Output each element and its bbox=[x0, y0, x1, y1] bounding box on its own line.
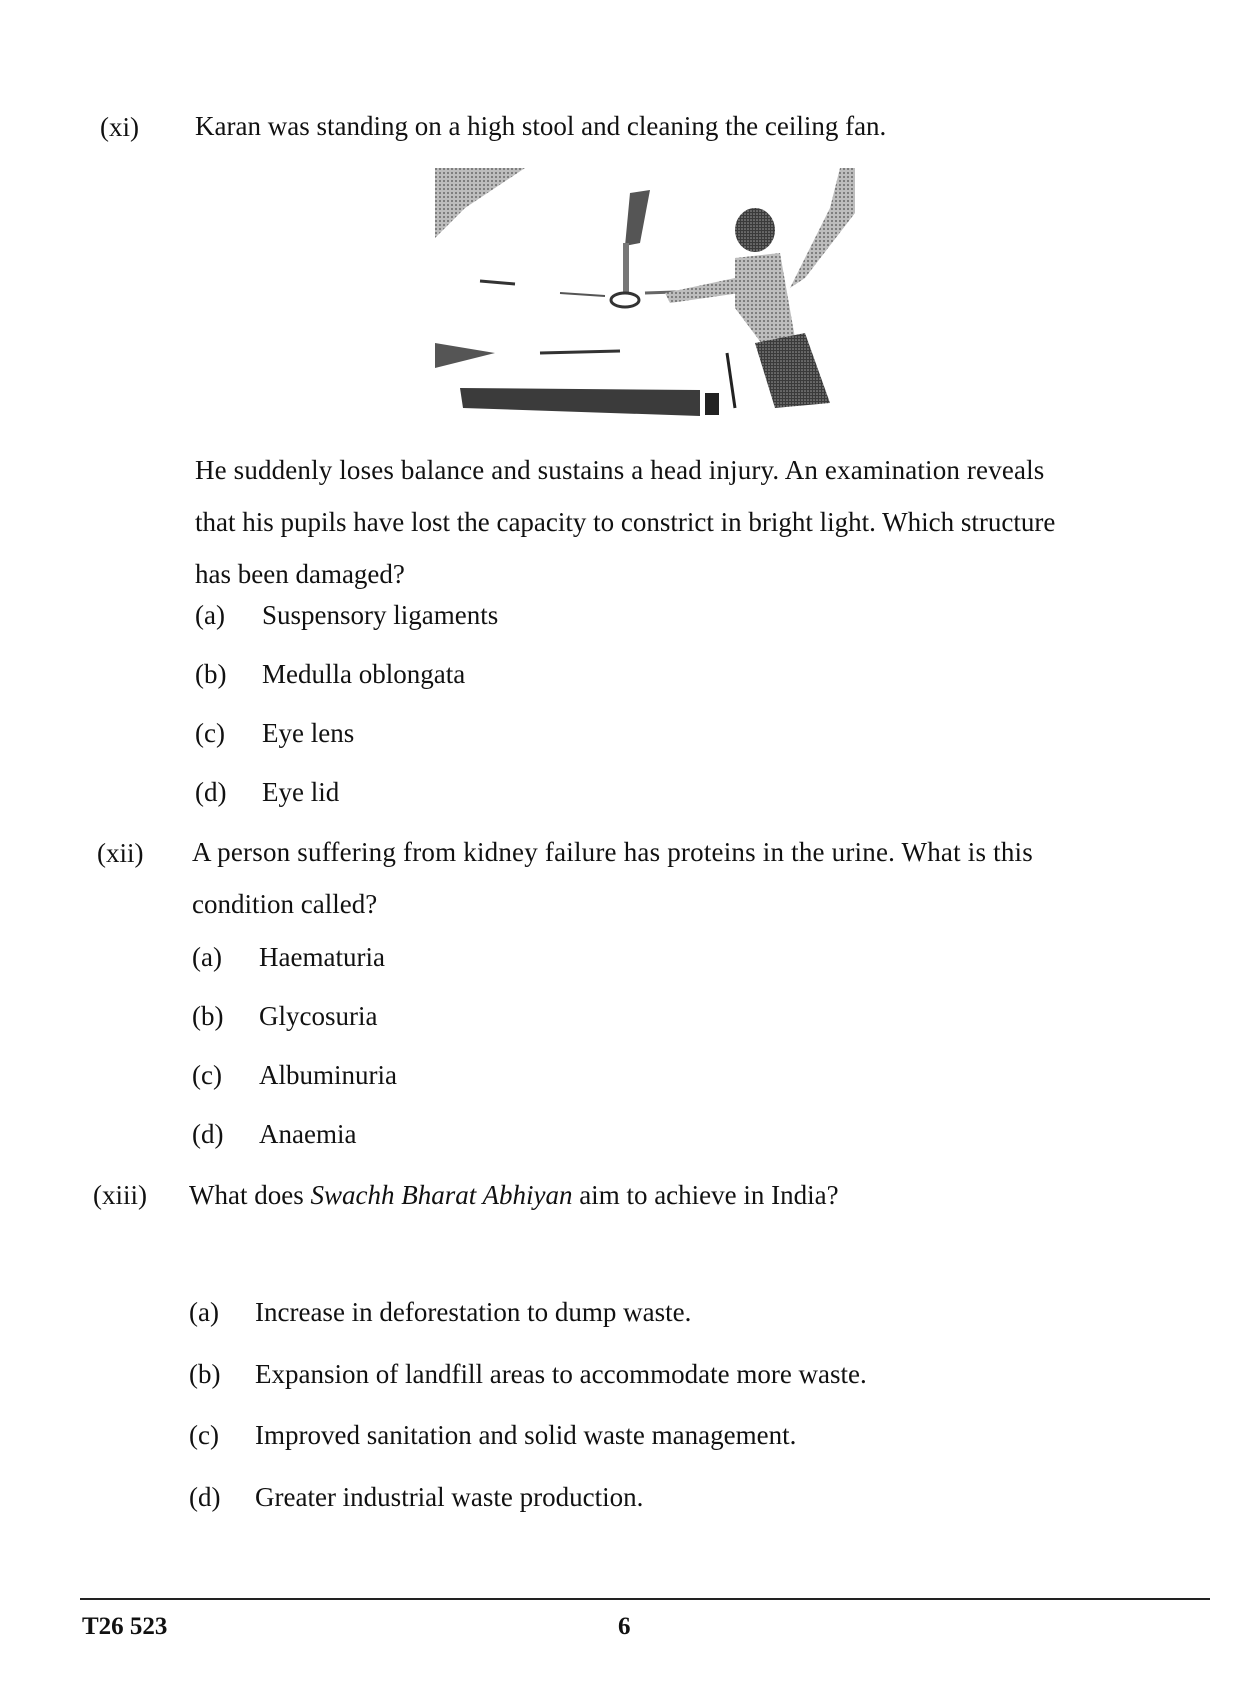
option-label: (d) bbox=[195, 777, 227, 807]
stem-line: condition called? bbox=[192, 889, 378, 919]
question-number-xiii: (xiii) bbox=[93, 1180, 147, 1210]
stem-line: that his pupils have lost the capacity to constrict in bright light. Which structure bbox=[195, 507, 1056, 537]
option-text: Eye lid bbox=[262, 777, 340, 807]
person-head bbox=[735, 208, 775, 252]
fan-blade bbox=[625, 190, 650, 246]
stem-line: He suddenly loses balance and sustains a head injury. An examination reveals bbox=[195, 455, 1045, 485]
option-text: Glycosuria bbox=[259, 1001, 378, 1031]
option-label: (c) bbox=[192, 1060, 222, 1090]
stem-line: A person suffering from kidney failure has proteins in the urine. What is this bbox=[192, 837, 1033, 867]
question-number-xii: (xii) bbox=[97, 838, 144, 868]
ceiling-shade bbox=[435, 168, 525, 238]
page-number: 6 bbox=[618, 1613, 631, 1640]
option-text: Albuminuria bbox=[259, 1060, 397, 1090]
option-label: (a) bbox=[195, 600, 225, 630]
option-label: (d) bbox=[192, 1119, 224, 1149]
fan-rod bbox=[623, 243, 629, 293]
stem-text: What does bbox=[189, 1180, 311, 1210]
wall-line bbox=[435, 343, 495, 368]
fan-hub bbox=[611, 293, 639, 307]
option-text: Expansion of landfill areas to accommodate more waste. bbox=[255, 1359, 867, 1389]
option-label: (d) bbox=[189, 1482, 221, 1512]
question-xi-intro: Karan was standing on a high stool and cleaning the ceiling fan. bbox=[195, 111, 887, 141]
ceiling-fan-illustration bbox=[435, 168, 855, 436]
option-text: Medulla oblongata bbox=[262, 659, 466, 689]
person-body bbox=[735, 253, 795, 348]
question-xi-stem bbox=[195, 444, 1105, 600]
option-label: (c) bbox=[189, 1420, 219, 1450]
option-label: (b) bbox=[195, 659, 227, 689]
question-xiii-stem bbox=[189, 1180, 839, 1211]
option-text: Suspensory ligaments bbox=[262, 600, 499, 630]
person-legs bbox=[755, 333, 830, 408]
option-label: (a) bbox=[189, 1297, 219, 1327]
question-xii-stem bbox=[192, 826, 1112, 930]
option-label: (a) bbox=[192, 942, 222, 972]
option-text: Increase in deforestation to dump waste. bbox=[255, 1297, 692, 1327]
wall-shade bbox=[790, 168, 855, 288]
option-text: Haematuria bbox=[259, 942, 385, 972]
stool-leg bbox=[727, 353, 735, 408]
option-text: Greater industrial waste production. bbox=[255, 1482, 644, 1512]
footer-rule bbox=[80, 1598, 1210, 1600]
paper-code: T26 523 bbox=[82, 1613, 168, 1640]
option-text: Anaemia bbox=[259, 1119, 357, 1149]
stem-text: aim to achieve in India? bbox=[572, 1180, 839, 1210]
stem-line: has been damaged? bbox=[195, 559, 405, 589]
question-number-xi: (xi) bbox=[100, 112, 139, 142]
option-label: (b) bbox=[192, 1001, 224, 1031]
table bbox=[460, 388, 700, 416]
ceiling-fan-cleaning-image bbox=[435, 168, 855, 436]
option-text: Improved sanitation and solid waste management. bbox=[255, 1420, 797, 1450]
option-label: (c) bbox=[195, 718, 225, 748]
option-text: Eye lens bbox=[262, 718, 355, 748]
program-name: Swachh Bharat Abhiyan bbox=[310, 1180, 573, 1210]
option-label: (b) bbox=[189, 1359, 221, 1389]
